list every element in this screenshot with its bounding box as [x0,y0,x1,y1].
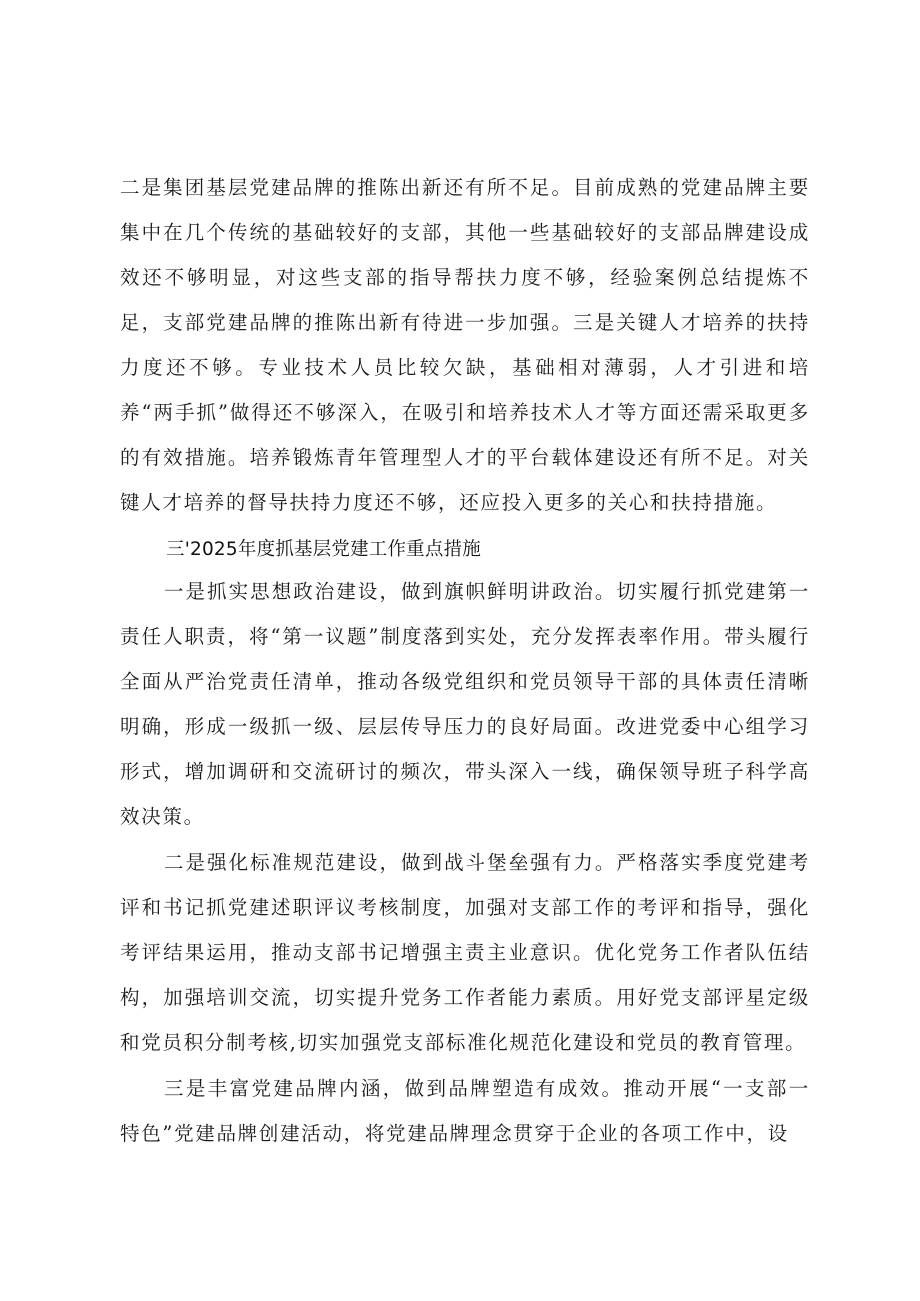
section-heading-key-measures: 三'2025年度抓基层党建工作重点措施 [166,539,481,560]
body-paragraph-ideological-construction: 一是抓实思想政治建设，做到旗帜鲜明讲政治。切实履行抓党建第一责任人职责，将“第一议题”制度落到实处，充分发挥表率作用。带头履行全面从严治党责任清单，推动各级党组织和党员领导干部的具体责任清晰明确，形成一级抓一级、层层传导压力的良好局面。改进党委中心组学习形式，增加调研和交流研讨的频次，带头深入一线，确保领导班子科学高效决策。 [120,580,810,828]
body-paragraph-brand-and-talent: 二是集团基层党建品牌的推陈出新还有所不足。目前成熟的党建品牌主要集中在几个传统的基础较好的支部，其他一些基础较好的支部品牌建设成效还不够明显，对这些支部的指导帮扶力度不够，经验案例总结提炼不足，支部党建品牌的推陈出新有待进一步加强。三是关键人才培养的扶持力度还不够。专业技术人员比较欠缺，基础相对薄弱，人才引进和培养“两手抓”做得还不够深入，在吸引和培养技术人才等方面还需采取更多的有效措施。培养锻炼青年管理型人才的平台载体建设还有所不足。对关键人才培养的督导扶持力度还不够，还应投入更多的关心和扶持措施。 [120,176,810,514]
document-body [120,165,810,1156]
body-paragraph-brand-connotation: 三是丰富党建品牌内涵，做到品牌塑造有成效。推动开展“一支部一特色”党建品牌创建活动，将党建品牌理念贯穿于企业的各项工作中，设 [120,1077,810,1145]
body-paragraph-standardization: 二是强化标准规范建设，做到战斗堡垒强有力。严格落实季度党建考评和书记抓党建述职评议考核制度，加强对支部工作的考评和指导，强化考评结果运用，推动支部书记增强主责主业意识。优化党务工作者队伍结构，加强培训交流，切实提升党务工作者能力素质。用好党支部评星定级和党员积分制考核,切实加强党支部标准化规范化建设和党员的教育管理。 [120,851,810,1054]
